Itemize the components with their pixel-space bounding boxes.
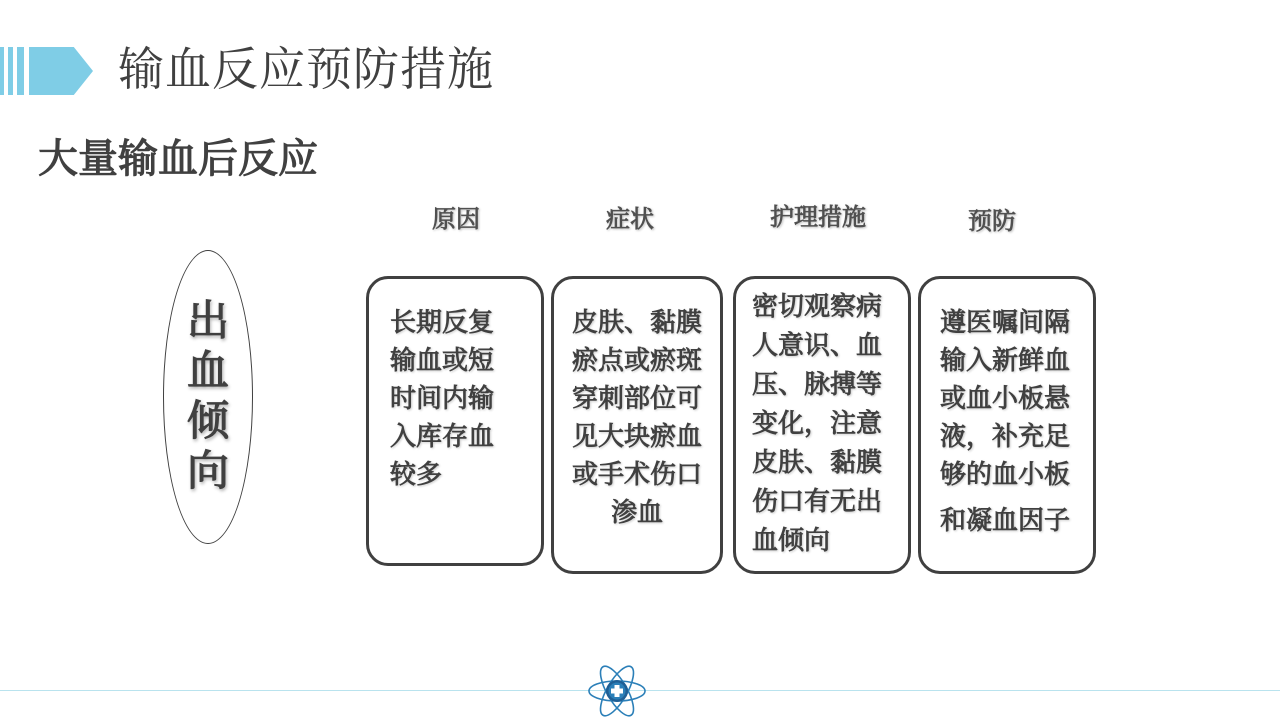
card-line: 变化，注意 (752, 409, 883, 439)
card-line: 和凝血因子 (940, 506, 1071, 536)
category-char: 出 (186, 296, 229, 345)
card-line: 瘀点或瘀斑 (571, 346, 702, 376)
card-line: 或手术伤口 (571, 460, 702, 490)
card-line: 见大块瘀血 (571, 422, 702, 452)
section-subtitle: 大量输血后反应 (38, 136, 318, 182)
card-line: 长期反复 (390, 308, 495, 338)
category-char: 倾 (186, 396, 229, 445)
card-line: 皮肤、黏膜 (571, 308, 702, 338)
card-line: 密切观察病 (752, 292, 883, 322)
card-line: 压、脉搏等 (752, 370, 883, 400)
header-stripe (17, 47, 24, 95)
card-line: 入库存血 (390, 422, 495, 452)
card-line: 血倾向 (752, 526, 831, 556)
card-symptoms-text (564, 304, 710, 532)
card-nursing-text (752, 288, 882, 561)
page-title: 输血反应预防措施 (118, 42, 494, 96)
card-prevention-text (940, 304, 1070, 540)
card-line: 伤口有无出 (752, 487, 883, 517)
medical-cross-atom-icon (586, 662, 648, 720)
card-line: 遵医嘱间隔 (940, 308, 1071, 338)
card-cause-text (390, 304, 494, 494)
category-char: 血 (186, 346, 229, 395)
column-header-symptoms: 症状 (606, 205, 654, 233)
arrow-banner-icon (29, 47, 93, 95)
card-line: 皮肤、黏膜 (752, 448, 883, 478)
card-line: 或血小板悬 (940, 384, 1071, 414)
card-line: 人意识、血 (752, 331, 883, 361)
card-line: 时间内输 (390, 384, 495, 414)
card-line: 输入新鲜血 (940, 346, 1071, 376)
category-char: 向 (186, 446, 229, 495)
card-line: 输血或短 (390, 346, 495, 376)
column-header-prevention: 预防 (968, 207, 1016, 235)
header-stripe (0, 47, 4, 95)
card-line: 较多 (390, 460, 443, 490)
column-header-cause: 原因 (432, 205, 480, 233)
header-stripe (8, 47, 13, 95)
card-line: 液，补充足 (940, 422, 1071, 452)
category-label (180, 296, 236, 496)
card-line: 穿刺部位可 (571, 384, 702, 414)
card-line: 够的血小板 (940, 460, 1071, 490)
card-line: 渗血 (610, 498, 663, 528)
column-header-nursing: 护理措施 (770, 203, 866, 231)
